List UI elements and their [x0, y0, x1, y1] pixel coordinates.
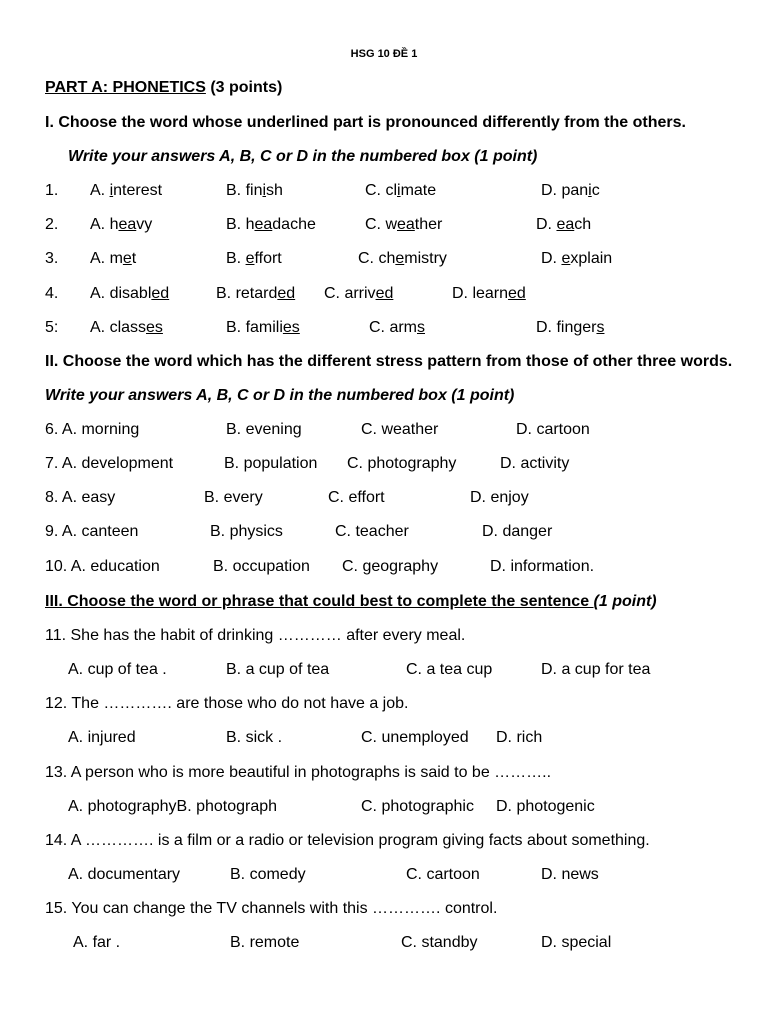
option-text: C. arriv: [324, 285, 376, 302]
option-b: B. comedy: [230, 866, 306, 883]
question-number: 5:: [45, 319, 59, 336]
option-c: C. geography: [342, 558, 439, 575]
option-c: C. standby: [401, 934, 478, 951]
option-d: D. cartoon: [516, 421, 590, 438]
page-title: HSG 10 ĐỀ 1: [350, 48, 418, 60]
option-d: D. a cup for tea: [541, 661, 651, 678]
section-2-instruction: II. Choose the word which has the different stress pattern from those of other three words.: [45, 353, 733, 370]
option-text: D.: [541, 250, 562, 267]
option-c: C. cartoon: [406, 866, 480, 883]
question-number: 4.: [45, 285, 59, 302]
option-d: D. rich: [496, 729, 543, 746]
option-d: [541, 181, 600, 201]
option-b: [216, 284, 295, 304]
option-text: vy: [136, 216, 153, 233]
option-text: t: [131, 250, 137, 267]
option-text: mate: [400, 182, 437, 199]
option-text: sh: [266, 182, 283, 199]
option-a: [90, 215, 152, 235]
option-c: C. weather: [361, 421, 439, 438]
option-text: A. disabl: [90, 285, 152, 302]
option-a: 9. A. canteen: [45, 523, 139, 540]
option-d: [452, 284, 526, 304]
option-d: [541, 249, 612, 269]
option-text: B. retard: [216, 285, 278, 302]
option-text: B. fin: [226, 182, 263, 199]
option-text: nterest: [113, 182, 163, 199]
option-b: [226, 249, 282, 269]
option-c: C. photography: [347, 455, 457, 472]
option-text: B.: [226, 250, 246, 267]
option-c: [365, 215, 442, 235]
option-c: [324, 284, 393, 304]
option-c: [369, 318, 425, 338]
option-b: [226, 215, 316, 235]
question-stem: 14. A …………. is a film or a radio or television program giving facts about something.: [45, 832, 650, 849]
underlined-part: ed: [375, 285, 394, 302]
option-a: A. photographyB. photograph: [68, 798, 278, 815]
option-a: 8. A. easy: [45, 489, 116, 506]
option-text: ch: [574, 216, 592, 233]
option-text: xplain: [570, 250, 613, 267]
option-text: C. w: [365, 216, 397, 233]
option-text: c: [591, 182, 600, 199]
option-c: C. effort: [328, 489, 385, 506]
option-b: B. sick .: [226, 729, 283, 746]
option-a: A. injured: [68, 729, 136, 746]
option-text: C. ch: [358, 250, 396, 267]
question-stem: 11. She has the habit of drinking ………… after every meal.: [45, 627, 466, 644]
part-a-points: (3 points): [205, 79, 283, 96]
question-stem: 12. The …………. are those who do not have a job.: [45, 695, 409, 712]
option-text: ther: [414, 216, 443, 233]
option-b: B. occupation: [213, 558, 310, 575]
underlined-part: e: [122, 250, 132, 267]
option-d: D. danger: [482, 523, 553, 540]
underlined-part: e: [395, 250, 405, 267]
option-text: D.: [536, 216, 557, 233]
option-text: A. class: [90, 319, 147, 336]
option-text: D. learn: [452, 285, 509, 302]
underlined-part: ea: [556, 216, 575, 233]
option-text: A. h: [90, 216, 119, 233]
underlined-part: e: [245, 250, 255, 267]
option-a: [90, 181, 162, 201]
option-d: D. activity: [500, 455, 570, 472]
option-text: A.: [90, 182, 110, 199]
option-b: B. evening: [226, 421, 302, 438]
underlined-part: ea: [118, 216, 137, 233]
underlined-part: i: [397, 182, 401, 199]
option-d: D. news: [541, 866, 599, 883]
option-c: [365, 181, 436, 201]
option-text: B. famili: [226, 319, 283, 336]
underlined-part: ed: [277, 285, 296, 302]
option-c: [358, 249, 447, 269]
option-text: D. finger: [536, 319, 597, 336]
question-number: 2.: [45, 216, 59, 233]
underlined-part: s: [417, 319, 425, 336]
option-c: C. photographic: [361, 798, 474, 815]
question-number: 3.: [45, 250, 59, 267]
option-a: A. documentary: [68, 866, 181, 883]
option-a: 7. A. development: [45, 455, 174, 472]
underlined-part: i: [109, 182, 114, 199]
part-a-heading: [45, 78, 282, 98]
option-b: B. population: [224, 455, 318, 472]
part-a-title: PART A: PHONETICS: [45, 79, 206, 96]
option-a: [90, 318, 163, 338]
option-d: [536, 215, 591, 235]
section-3-instruction: III. Choose the word or phrase that could best to complete the sentence: [45, 593, 594, 610]
option-text: A. m: [90, 250, 123, 267]
option-b: B. a cup of tea: [226, 661, 330, 678]
option-b: B. remote: [230, 934, 300, 951]
underlined-part: s: [596, 319, 605, 336]
question-stem: 13. A person who is more beautiful in photographs is said to be ………..: [45, 764, 552, 781]
option-text: ffort: [254, 250, 282, 267]
option-b: B. physics: [210, 523, 283, 540]
underlined-part: es: [146, 319, 163, 336]
option-d: D. photogenic: [496, 798, 595, 815]
underlined-part: i: [262, 182, 267, 199]
option-c: C. a tea cup: [406, 661, 493, 678]
option-d: D. enjoy: [470, 489, 529, 506]
section-3-points: (1 point): [593, 593, 657, 610]
section-1-subinstruction: Write your answers A, B, C or D in the numbered box (1 point): [68, 148, 538, 165]
question-number: 1.: [45, 182, 59, 199]
option-text: B. h: [226, 216, 255, 233]
option-a: [90, 284, 169, 304]
underlined-part: es: [282, 319, 300, 336]
section-1-instruction: I. Choose the word whose underlined part is pronounced differently from the others.: [45, 114, 686, 131]
option-d: D. information.: [490, 558, 595, 575]
question-stem: 15. You can change the TV channels with this …………. control.: [45, 900, 498, 917]
option-c: C. unemployed: [361, 729, 469, 746]
option-b: [226, 181, 283, 201]
option-c: C. teacher: [335, 523, 409, 540]
option-d: [536, 318, 604, 338]
option-text: C. cl: [365, 182, 397, 199]
section-3-heading: [45, 592, 657, 612]
underlined-part: i: [588, 182, 592, 199]
option-text: D. pan: [541, 182, 589, 199]
option-b: [226, 318, 300, 338]
option-a: A. far .: [73, 934, 121, 951]
section-2-subinstruction: Write your answers A, B, C or D in the numbered box (1 point): [45, 387, 515, 404]
underlined-part: e: [561, 250, 571, 267]
underlined-part: ea: [397, 216, 415, 233]
option-a: 10. A. education: [45, 558, 160, 575]
underlined-part: ea: [254, 216, 273, 233]
option-a: A. cup of tea .: [68, 661, 167, 678]
option-b: B. every: [204, 489, 263, 506]
option-d: D. special: [541, 934, 612, 951]
option-text: mistry: [404, 250, 447, 267]
option-a: 6. A. morning: [45, 421, 140, 438]
option-text: C. arm: [369, 319, 417, 336]
option-a: [90, 249, 136, 269]
underlined-part: ed: [508, 285, 526, 302]
underlined-part: ed: [151, 285, 170, 302]
option-text: dache: [272, 216, 316, 233]
